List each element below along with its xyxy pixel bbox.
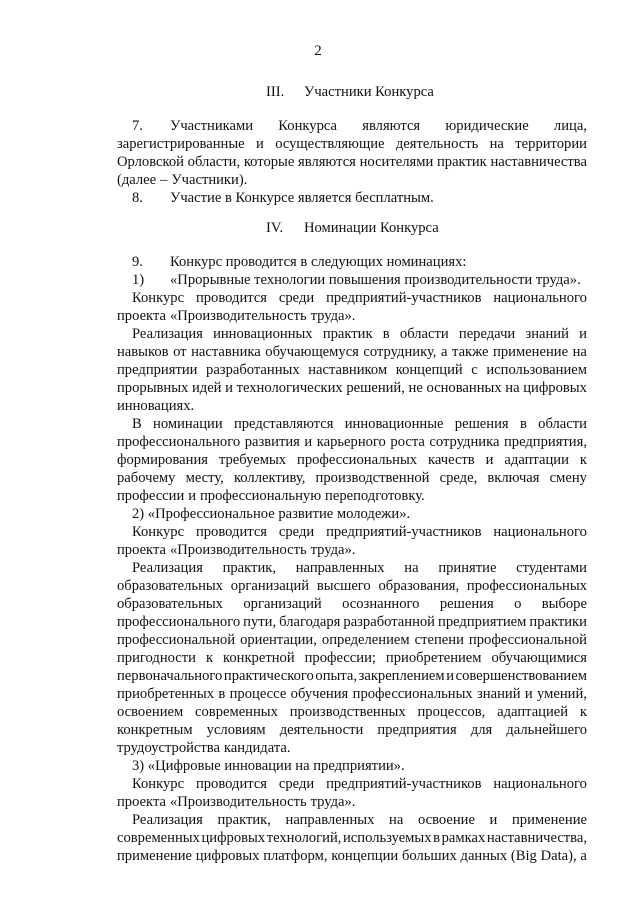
- text-line: профессиональной ориентации, определением степени профессиональной: [117, 632, 587, 648]
- section-4-heading: Номинации Конкурса: [304, 220, 439, 236]
- text-line: современных цифровых технологий, используемых в рамках наставничества,: [117, 830, 587, 846]
- text-line: проекта «Производительность труда».: [117, 794, 356, 810]
- text-line: (далее – Участники).: [117, 172, 248, 188]
- text-line: Конкурс проводится среди предприятий-участников национального: [132, 524, 587, 540]
- text-line: Орловской области, которые являются носителями практик наставничества: [117, 154, 587, 170]
- text-line: Участниками Конкурса являются юридические лица,: [170, 118, 587, 134]
- text-line: проекта «Производительность труда».: [117, 308, 356, 324]
- text-line: В номинации представляются инновационные решения в области: [132, 416, 587, 432]
- text-line: Конкурс проводится среди предприятий-участников национального: [132, 290, 587, 306]
- text-line: Конкурс проводится среди предприятий-участников национального: [132, 776, 587, 792]
- section-3-heading: Участники Конкурса: [304, 84, 434, 100]
- text-line: первоначального практического опыта, закреплением и совершенствованием: [117, 668, 587, 684]
- text-line: профессионального развития и карьерного роста сотрудника предприятия,: [117, 434, 587, 450]
- nomination-3-title: 3) «Цифровые инновации на предприятии».: [132, 758, 405, 774]
- item-8-text: Участие в Конкурсе является бесплатным.: [170, 190, 434, 206]
- text-line: применение цифровых платформ, концепции больших данных (Big Data), а: [117, 848, 587, 864]
- text-line: инновациях.: [117, 398, 195, 414]
- section-3-number: III.: [266, 84, 285, 100]
- text-line: приобретенных в процессе обучения профессиональных знаний и умений,: [117, 686, 587, 702]
- text-line: формирования требуемых профессиональных качеств и адаптации к: [117, 452, 587, 468]
- text-line: профессии и профессиональную переподготовку.: [117, 488, 425, 504]
- section-4-number: IV.: [266, 220, 284, 236]
- text-line: пригодности к конкретной профессии; приобретением обучающимися: [117, 650, 587, 666]
- text-line: навыков от наставника обучающемуся сотруднику, а также применение на: [117, 344, 587, 360]
- text-line: рабочему месту, коллективу, производственной среде, включая смену: [117, 470, 587, 486]
- item-9-number: 9.: [132, 254, 143, 270]
- nomination-1-title: «Прорывные технологии повышения производительности труда».: [170, 272, 581, 288]
- text-line: Реализация инновационных практик в области передачи знаний и: [132, 326, 587, 342]
- text-line: профессионального пути, благодаря разработанной предприятием практики: [117, 614, 587, 630]
- text-line: Реализация практик, направленных на принятие студентами: [132, 560, 587, 576]
- text-line: предприятии разработанных наставником концепций с использованием: [117, 362, 587, 378]
- text-line: зарегистрированные и осуществляющие деятельность на территории: [117, 136, 587, 152]
- nomination-2-title: 2) «Профессиональное развитие молодежи».: [132, 506, 411, 522]
- text-line: образовательных организаций высшего образования, профессиональных: [117, 578, 587, 594]
- text-line: освоением современных производственных процессов, адаптацией к: [117, 704, 587, 720]
- item-8-number: 8.: [132, 190, 143, 206]
- text-line: проекта «Производительность труда».: [117, 542, 356, 558]
- text-line: конкретным условиям деятельности предприятия для дальнейшего: [117, 722, 587, 738]
- nomination-1-number: 1): [132, 272, 145, 288]
- text-line: Реализация практик, направленных на освоение и применение: [132, 812, 587, 828]
- text-line: образовательных организаций осознанного решения о выборе: [117, 596, 587, 612]
- item-7-number: 7.: [132, 118, 143, 134]
- item-9-text: Конкурс проводится в следующих номинациях:: [170, 254, 467, 270]
- text-line: трудоустройства кандидата.: [117, 740, 291, 756]
- text-line: прорывных идей и технологических решений, не основанных на цифровых: [117, 380, 587, 396]
- page-number: 2: [314, 43, 322, 59]
